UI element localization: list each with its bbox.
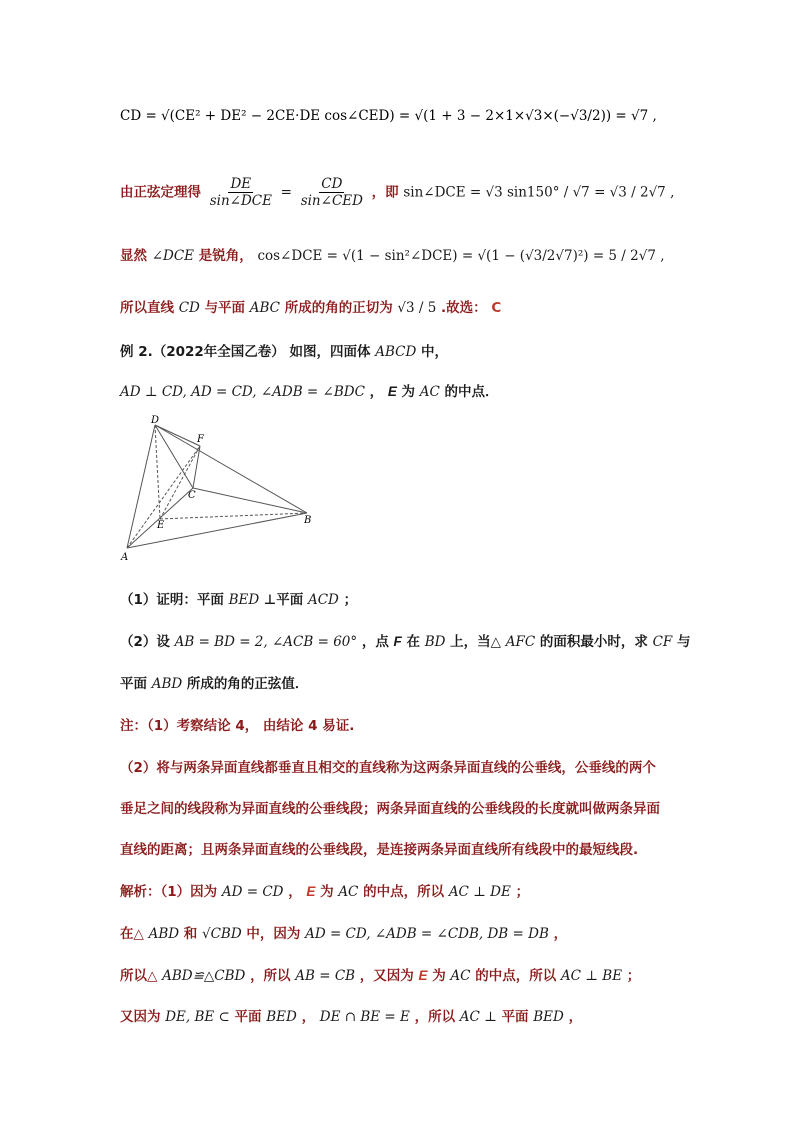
- acute-mid: 是锐角，: [198, 248, 253, 264]
- condition-e: E: [387, 384, 397, 399]
- s1-mid: ，: [288, 884, 302, 900]
- q1-pre: （1）证明：平面: [120, 592, 224, 608]
- sine-law-tail: ，即: [371, 184, 399, 201]
- q2-mid: ，点: [361, 634, 389, 650]
- example-condition: AD ⊥ CD, AD = CD, ∠ADB = ∠BDC ， E 为 AC 的中点．: [120, 384, 499, 400]
- s1-center: 的中点，所以: [363, 884, 445, 900]
- note-1: 注：（1）考察结论 4， 由结论 4 易证.: [120, 718, 355, 734]
- q2-bd: BD: [424, 634, 446, 650]
- s3-ac: AC: [450, 968, 471, 984]
- q2-on: 在: [406, 634, 420, 650]
- note-2-line-1: （2）将与两条异面直线都垂直且相交的直线称为这两条异面直线的公垂线，公垂线的两个: [120, 760, 656, 776]
- cd-formula-line: [120, 108, 657, 124]
- s2-cond: AD = CD, ∠ADB = ∠CDB, DB = DB: [305, 926, 549, 942]
- s1-e: E: [306, 884, 316, 899]
- solution-line-2: [120, 922, 567, 942]
- q2-min: 的面积最小时，求: [539, 634, 648, 650]
- s2-pre: 在△: [120, 926, 144, 942]
- question-1: [120, 588, 357, 608]
- s4-bed2: BED: [533, 1009, 564, 1025]
- label-f: F: [197, 434, 204, 445]
- tangent-pre: 所以直线: [120, 300, 174, 316]
- q2-l2-pre: 平面: [120, 676, 147, 692]
- condition-as: 为: [401, 384, 416, 400]
- tangent-mid: 与平面: [204, 300, 246, 316]
- q1-acd: ACD: [307, 592, 339, 608]
- s4-int: DE ∩ BE = E: [319, 1009, 410, 1025]
- label-b: B: [304, 515, 312, 526]
- s4-plane2: 平面: [501, 1009, 529, 1025]
- q1-end: ；: [343, 592, 358, 608]
- s4-comma: ，: [301, 1009, 316, 1025]
- q2-f: F: [393, 634, 402, 649]
- cos-formula: cos∠DCE = √(1 − sin²∠DCE) = √(1 − (√3/2√7)²) = 5 / 2√7 ,: [257, 248, 665, 264]
- tetrahedron-figure: [115, 413, 335, 563]
- label-e: E: [157, 520, 165, 531]
- s1-eq: AD = CD: [221, 884, 284, 900]
- choose-label: .故选：: [441, 300, 487, 316]
- solution-line-3: [120, 964, 640, 984]
- s3-mid2: ，又因为: [359, 968, 414, 984]
- s3-eq: AB = CB: [295, 968, 356, 984]
- sine-law-line: 由正弦定理得 $\frac{DE}{\text{sin∠DCE}}$ = $\frac{CD}{\text{sin∠CED}}$ ，即 sin∠DCE = √3 sin150° / √7 = √3 / 2√7 ,: [120, 176, 675, 210]
- tangent-cd: CD: [178, 300, 200, 316]
- s4-end: ，: [568, 1009, 583, 1025]
- s2-abd: ABD: [148, 926, 180, 942]
- cd-formula: CD = √(CE² + DE² − 2CE·DE cos∠CED) = √(1 + 3 − 2×1×√3×(−√3/2)) = √7 ,: [120, 108, 657, 124]
- s2-and: 和: [183, 926, 198, 942]
- tangent-post: 所成的角的正切为: [284, 300, 393, 316]
- question-2: [120, 630, 691, 650]
- s1-pre: 解析：（1）因为: [120, 884, 218, 900]
- s1-ac: AC: [338, 884, 359, 900]
- example-var: ABCD: [375, 344, 417, 360]
- s1-as: 为: [320, 884, 334, 900]
- s2-cbd: √CBD: [202, 926, 242, 942]
- tangent-abc: ABC: [249, 300, 281, 316]
- example-heading: [120, 340, 448, 360]
- answer-choice: C: [491, 300, 502, 316]
- tangent-value: √3 / 5: [397, 300, 437, 316]
- tangent-line: [120, 296, 501, 316]
- solution-line-1: [120, 880, 529, 900]
- label-d: D: [151, 415, 160, 426]
- example-title: 例 2.（2022年全国乙卷） 如图，四面体: [120, 344, 371, 360]
- acute-line: [120, 244, 665, 264]
- label-a: A: [121, 552, 129, 563]
- note-2-line-3: 直线的距离；且两条异面直线的公垂线段，是连接两条异面直线所有线段中的最短线段.: [120, 842, 639, 858]
- s3-end: ；: [626, 968, 641, 984]
- example-tail: 中，: [420, 344, 448, 360]
- q1-perp: ⊥平面: [263, 592, 304, 608]
- q2-l2-post: 所成的角的正弦值．: [186, 676, 309, 692]
- q2-pre: （2）设: [120, 634, 170, 650]
- solution-line-4: [120, 1005, 582, 1025]
- s2-mid: 中，因为: [246, 926, 301, 942]
- q2-cond: AB = BD = 2, ∠ACB = 60°: [174, 634, 358, 650]
- question-2-cont: [120, 672, 308, 692]
- condition-formula: AD ⊥ CD, AD = CD, ∠ADB = ∠BDC: [120, 384, 365, 400]
- s1-perp: AC ⊥ DE: [448, 884, 511, 900]
- s3-cong: ABD≌△CBD: [162, 968, 246, 984]
- s3-as: 为: [432, 968, 446, 984]
- s3-perp: AC ⊥ BE: [560, 968, 623, 984]
- sine-law-label: 由正弦定理得: [120, 184, 201, 201]
- q2-with: 与: [677, 634, 691, 650]
- q2-afc: AFC: [505, 634, 536, 650]
- s4-perp: AC ⊥: [459, 1009, 497, 1025]
- s4-lines: DE, BE ⊂: [165, 1009, 230, 1025]
- acute-label: 显然: [120, 248, 147, 264]
- q2-cf: CF: [652, 634, 673, 650]
- note-2-line-2: 垂足之间的线段称为异面直线的公垂线段；两条异面直线的公垂线段的长度就叫做两条异面: [120, 801, 660, 817]
- q2-abd: ABD: [151, 676, 183, 692]
- sine-result: sin∠DCE = √3 sin150° / √7 = √3 / 2√7 ,: [403, 184, 675, 201]
- s3-mid: ，所以: [250, 968, 291, 984]
- s4-pre: 又因为: [120, 1009, 161, 1025]
- q1-bed: BED: [228, 592, 260, 608]
- s2-end: ，: [553, 926, 568, 942]
- condition-ac: AC: [419, 384, 440, 400]
- s4-mid: ，所以: [414, 1009, 456, 1025]
- fraction-de-sin: $\frac{DE}{\text{sin∠DCE}}$: [209, 176, 272, 210]
- s3-pre: 所以△: [120, 968, 158, 984]
- fraction-cd-sin: $\frac{CD}{\text{sin∠CED}}$: [300, 176, 363, 210]
- s3-center: 的中点，所以: [475, 968, 557, 984]
- s4-bed: BED: [266, 1009, 297, 1025]
- s1-end: ；: [515, 884, 530, 900]
- condition-end: 的中点．: [444, 384, 499, 400]
- s4-plane: 平面: [234, 1009, 262, 1025]
- s3-e: E: [418, 968, 428, 983]
- q2-when: 上，当△: [450, 634, 502, 650]
- label-c: C: [188, 490, 196, 501]
- acute-angle: ∠DCE: [151, 248, 195, 264]
